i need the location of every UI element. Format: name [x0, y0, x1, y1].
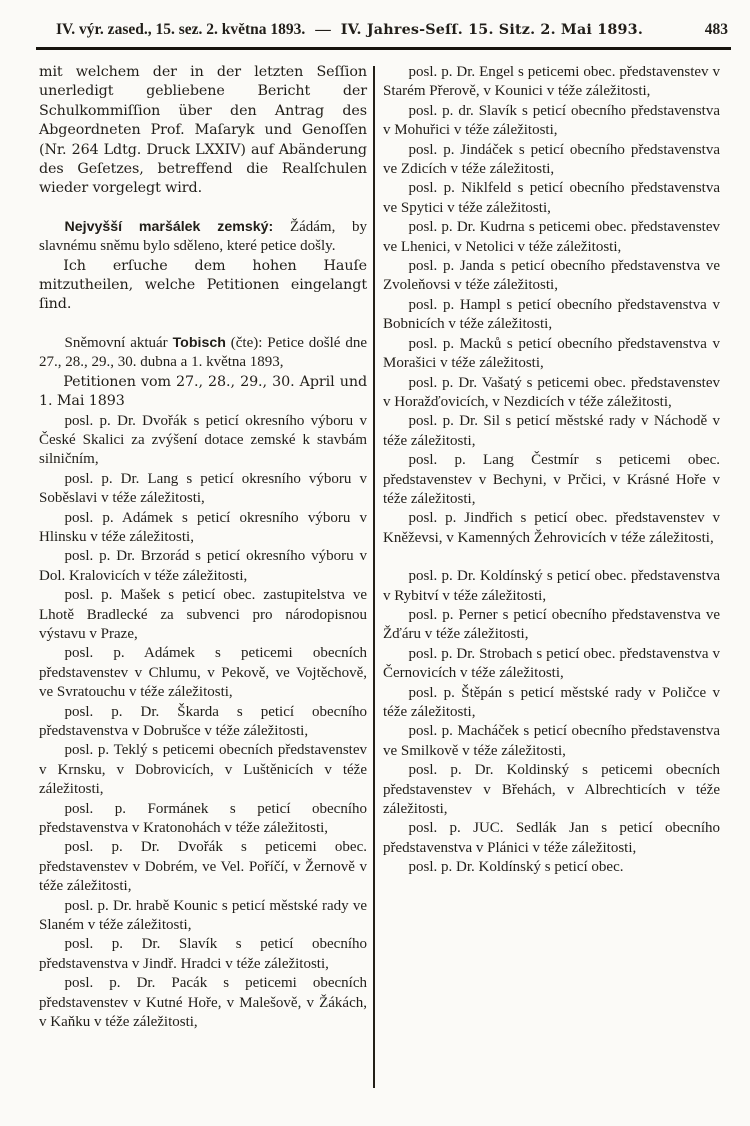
paragraph — [383, 567, 720, 606]
paragraph-text: posl. p. Formánek s peticí obecního představenstva v Kratonohách v téže záležitosti, — [39, 800, 367, 837]
paragraph — [383, 761, 720, 819]
paragraph — [383, 819, 720, 858]
paragraph — [383, 335, 720, 374]
paragraph-text: (čte): Petice došlé dne 27., 28., 29., 30. dubna a 1. května 1893, — [39, 334, 367, 371]
paragraph — [383, 257, 720, 296]
paragraph — [383, 412, 720, 451]
paragraph-text: Žádám, by slavnému sněmu bylo sděleno, které petice došly. — [39, 218, 367, 255]
paragraph-text: posl. p. Jindřich s peticí obec. představenstev v Kněževsi, v Kamenných Žehrovicích v téže záležitosti, — [383, 510, 720, 546]
paragraph — [383, 684, 720, 723]
paragraph — [383, 141, 720, 180]
paragraph — [39, 703, 367, 742]
paragraph — [383, 509, 720, 548]
header-rule — [36, 47, 731, 50]
header-german-session: IV. Jahres-Seſſ. 15. Sitz. 2. Mai 1893. — [340, 22, 643, 38]
paragraph-text: posl. p. Teklý s peticemi obecních představenstev v Krnsku, v Dobrovicích, v Luštěnicích v téže záležitosti, — [39, 742, 367, 798]
paragraph-text: posl. p. Niklfeld s peticí obecního představenstva ve Spytici v téže záležitosti, — [383, 180, 720, 216]
paragraph — [39, 586, 367, 644]
paragraph-text: posl. p. Dr. Lang s peticí okresního výboru v Soběslavi v téže záležitosti, — [39, 470, 367, 507]
paragraph — [383, 858, 720, 877]
paragraph-text: Petitionen vom 27., 28., 29., 30. April und 1. Mai 1893 — [39, 373, 367, 410]
paragraph — [39, 547, 367, 586]
page-header — [40, 21, 730, 39]
paragraph — [39, 741, 367, 799]
paragraph-text: posl. p. Dr. Sil s peticí městské rady v Náchodě v téže záležitosti, — [383, 413, 720, 449]
paragraph-text: posl. p. Dr. Škarda s peticí obecního představenstva v Dobrušce v téže záležitosti, — [39, 703, 367, 739]
paragraph — [39, 800, 367, 839]
paragraph-text: posl. p. Dr. Kudrna s peticemi obec. představenstev ve Lhenici, v Netolici v téže záležitosti, — [383, 219, 720, 255]
right-column — [383, 63, 720, 878]
paragraph-text: Ich erſuche dem hohen Hauſe mitzutheilen, welche Petitionen eingelangt ſind. — [39, 257, 367, 313]
paragraph — [39, 218, 367, 257]
paragraph — [383, 296, 720, 335]
paragraph — [39, 63, 367, 199]
header-czech-session: IV. výr. zased., 15. sez. 2. května 1893. — [56, 21, 306, 38]
paragraph-text: posl. p. Dr. Dvořák s peticemi obec. představenstev v Dobrém, ve Vel. Poříčí, v Žernově v téže záležitosti, — [39, 839, 367, 895]
paragraph — [39, 334, 367, 373]
paragraph — [39, 470, 367, 509]
paragraph-text: posl. p. Dr. Engel s peticemi obec. představenstev v Starém Přerově, v Kounici v téže záležitosti, — [383, 64, 720, 100]
paragraph — [383, 722, 720, 761]
paragraph — [383, 63, 720, 102]
paragraph — [39, 644, 367, 702]
paragraph-text: Sněmovní aktuár — [64, 334, 173, 351]
paragraph — [383, 179, 720, 218]
paragraph — [39, 897, 367, 936]
paragraph — [39, 412, 367, 470]
paragraph-text: posl. p. Macků s peticí obecního představenstva v Morašici v téže záležitosti, — [383, 335, 720, 372]
paragraph-text: posl. p. Dr. Koldínský s peticí obec. představenstva v Rybitví v téže záležitosti, — [383, 568, 720, 604]
paragraph-text: posl. p. Lang Čestmír s peticemi obec. představenstev v Bechyni, v Prčici, v Krásné Hoře v téže záležitosti, — [383, 452, 720, 507]
paragraph-text: posl. p. Dr. Dvořák s peticí okresního výboru v České Skalici za zvýšení dotace zemské k stavbám silničním, — [39, 412, 367, 468]
paragraph-text: posl. p. Dr. Koldínský s peticí obec. — [408, 859, 624, 876]
paragraph — [383, 645, 720, 684]
paragraph — [383, 451, 720, 509]
paragraph-text: posl. p. Hampl s peticí obecního představenstva v Bobnicích v téže záležitosti, — [383, 296, 720, 333]
paragraph-text: posl. p. Perner s peticí obecního představenstva ve Žďáru v téže záležitosti, — [383, 606, 720, 643]
paragraph-text: posl. p. Adámek s peticí okresního výboru v Hlinsku v téže záležitosti, — [39, 509, 367, 545]
paragraph — [39, 974, 367, 1032]
paragraph — [383, 374, 720, 413]
paragraph — [39, 935, 367, 974]
paragraph-text: posl. p. Štěpán s peticí městské rady v Poličce v téže záležitosti, — [383, 684, 720, 720]
paragraph — [383, 218, 720, 257]
paragraph — [383, 102, 720, 141]
paragraph-text: mit welchem der in der letzten Seſſion unerledigt gebliebene Bericht der Schulkommiſſion über den Antrag des Abgeordneten Prof. Maſaryk und Genoſſen (Nr. 264 Ldtg. Druck LXXIV) auf Abänderung des Geſetzes, betreffend die Realſchulen wieder vorgelegt wird. — [39, 64, 367, 197]
paragraph-text: posl. p. Mašek s peticí obec. zastupitelstva ve Lhotě Bradlecké za subvenci pro národopisnou výstavu v Praze, — [39, 587, 367, 642]
paragraph-text: posl. p. Dr. Koldinský s peticemi obecních představenstev v Břehách, v Albrechticích v téže záležitosti, — [383, 762, 720, 818]
paragraph-text: posl. p. Janda s peticí obecního představenstva ve Zvoleňovsi v téže záležitosti, — [383, 258, 720, 294]
speaker-name: Nejvyšší maršálek zemský: — [64, 218, 274, 235]
paragraph — [383, 606, 720, 645]
paragraph-text: posl. p. Dr. Brzorád s peticí okresního výboru v Dol. Kralovicích v téže záležitosti, — [39, 548, 367, 584]
paragraph-text: posl. p. JUC. Sedlák Jan s peticí obecního představenstva v Plánici v téže záležitosti, — [383, 820, 720, 856]
column-divider — [373, 66, 375, 1088]
paragraph — [39, 373, 367, 412]
paragraph — [39, 257, 367, 315]
paragraph-text: posl. p. Dr. Strobach s peticí obec. představenstva v Černovicích v téže záležitosti, — [383, 645, 720, 682]
paragraph-text: posl. p. Jindáček s peticí obecního představenstva ve Zdicích v téže záležitosti, — [383, 141, 720, 178]
paragraph-text: posl. p. Adámek s peticemi obecních představenstev v Chlumu, v Pekově, ve Vojtěchově, ve Svratouchu v téže záležitosti, — [39, 645, 367, 701]
paragraph — [39, 838, 367, 896]
page-number: 483 — [704, 21, 728, 38]
paragraph-text: posl. p. Dr. Slavík s peticí obecního představenstva v Jindř. Hradci v téže záležitosti, — [39, 936, 367, 972]
paragraph-text: posl. p. Macháček s peticí obecního představenstva ve Smilkově v téže záležitosti, — [383, 723, 720, 759]
header-separator: — — [315, 21, 331, 38]
paragraph-text: posl. p. Dr. Vašatý s peticemi obec. představenstev v Horažďovicích, v Nezdicích v téže záležitosti, — [383, 374, 720, 410]
paragraph-text: posl. p. dr. Slavík s peticí obecního představenstva v Mohuřici v téže záležitosti, — [383, 102, 720, 139]
speaker-name: Tobisch — [172, 334, 226, 351]
paragraph — [39, 509, 367, 548]
left-column — [39, 63, 367, 1033]
paragraph-text: posl. p. Dr. hrabě Kounic s peticí městské rady ve Slaném v téže záležitosti, — [39, 897, 367, 934]
paragraph-text: posl. p. Dr. Pacák s peticemi obecních představenstev v Kutné Hoře, v Malešově, v Žákách, v Kaňku v téže záležitosti, — [39, 975, 367, 1031]
